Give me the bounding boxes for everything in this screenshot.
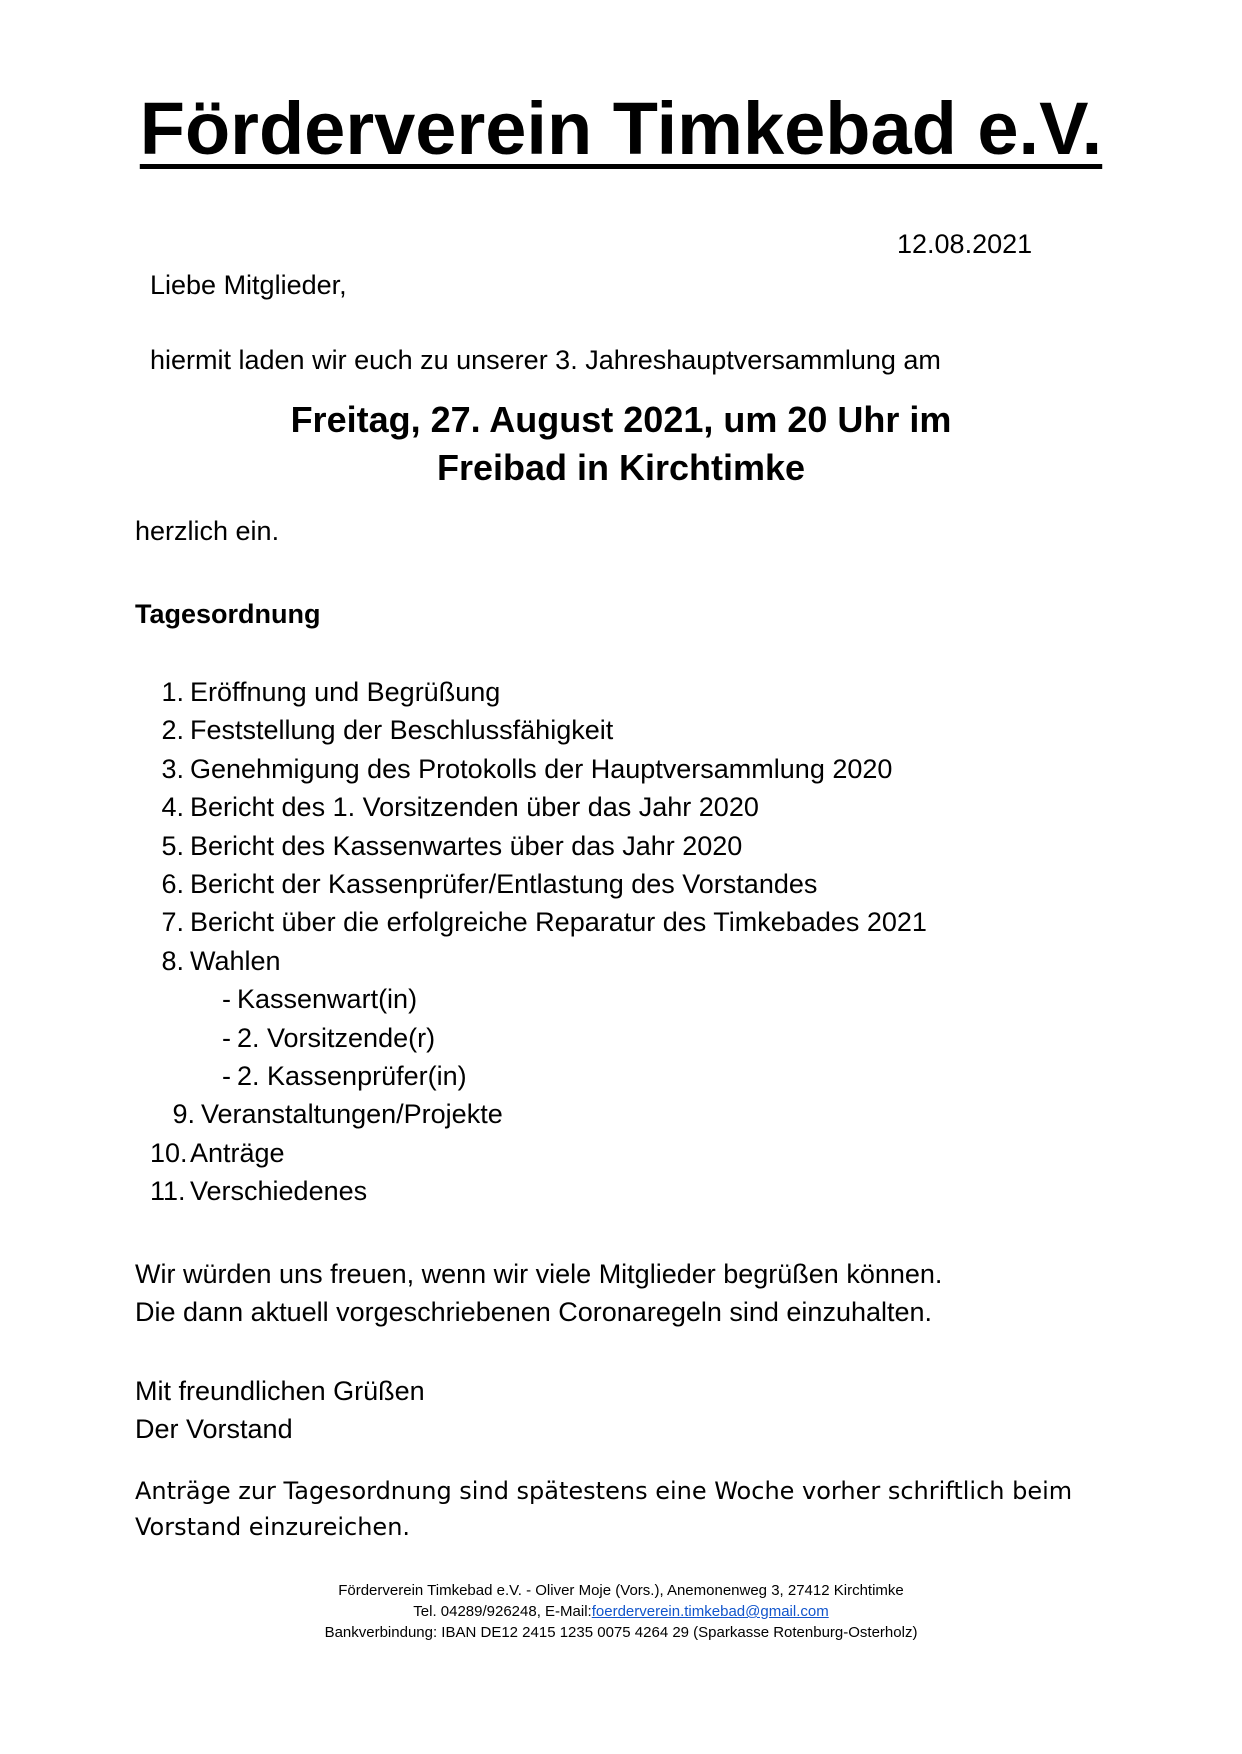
invite-end: herzlich ein.: [135, 516, 280, 546]
agenda-item: 9. Veranstaltungen/Projekte: [172, 1099, 503, 1130]
greeting: Mit freundlichen Grüßen: [135, 1376, 425, 1406]
footer-address: Förderverein Timkebad e.V. - Oliver Moje (Vors.), Anemonenweg 3, 27412 Kirchtimke: [338, 1582, 904, 1599]
document-title: Förderverein Timkebad e.V.: [139, 87, 1103, 170]
agenda-subitem: - Kassenwart(in): [222, 984, 418, 1015]
note-line-1: Anträge zur Tagesordnung sind spätestens eine Woche vorher schriftlich beim: [135, 1477, 1073, 1505]
signature: Der Vorstand: [135, 1414, 293, 1444]
agenda-title: Tagesordnung: [135, 599, 321, 629]
agenda-item: 10.Anträge: [150, 1137, 285, 1168]
agenda-item: 3. Genehmigung des Protokolls der Hauptversammlung 2020: [161, 753, 893, 784]
agenda-item: 11. Verschiedenes: [150, 1176, 368, 1207]
agenda-note: [135, 1473, 1072, 1545]
closing-paragraph: [135, 1255, 942, 1331]
agenda-item: 2. Feststellung der Beschlussfähigkeit: [161, 715, 614, 746]
note-line-2: Vorstand einzureichen.: [135, 1513, 411, 1541]
agenda-item: 7. Bericht über die erfolgreiche Reparatur des Timkebades 2021: [161, 907, 927, 938]
event-line-2: Freibad in Kirchtimke: [436, 447, 806, 488]
agenda-item: 5. Bericht des Kassenwartes über das Jahr 2020: [161, 830, 743, 861]
agenda-list: [150, 673, 927, 1210]
closing-line-2: Die dann aktuell vorgeschriebenen Coronaregeln sind einzuhalten.: [135, 1297, 933, 1327]
agenda-item: 4. Bericht des 1. Vorsitzenden über das Jahr 2020: [161, 792, 759, 823]
event-details: [0, 396, 1242, 492]
footer-contact: Tel. 04289/926248, E-Mail:foerderverein.timkebad@gmail.com: [413, 1603, 829, 1620]
agenda-subitem: - 2. Vorsitzende(r): [222, 1022, 436, 1053]
footer: [0, 1580, 1242, 1643]
email-link[interactable]: foerderverein.timkebad@gmail.com: [591, 1603, 829, 1620]
agenda-item: 8. Wahlen: [161, 945, 281, 976]
agenda-item: 1. Eröffnung und Begrüßung: [161, 677, 501, 707]
event-line-1: Freitag, 27. August 2021, um 20 Uhr im: [290, 399, 952, 440]
agenda-subitem: - 2. Kassenprüfer(in): [222, 1060, 467, 1091]
closing-line-1: Wir würden uns freuen, wenn wir viele Mitglieder begrüßen können.: [135, 1259, 943, 1289]
intro-text: hiermit laden wir euch zu unserer 3. Jahreshauptversammlung am: [150, 345, 941, 375]
letter-date: 12.08.2021: [897, 229, 1033, 259]
signature-block: [135, 1372, 425, 1448]
agenda-item: 6. Bericht der Kassenprüfer/Entlastung des Vorstandes: [161, 868, 818, 899]
salutation: Liebe Mitglieder,: [150, 270, 347, 300]
footer-bank: Bankverbindung: IBAN DE12 2415 1235 0075 4264 29 (Sparkasse Rotenburg-Osterholz): [324, 1624, 918, 1641]
